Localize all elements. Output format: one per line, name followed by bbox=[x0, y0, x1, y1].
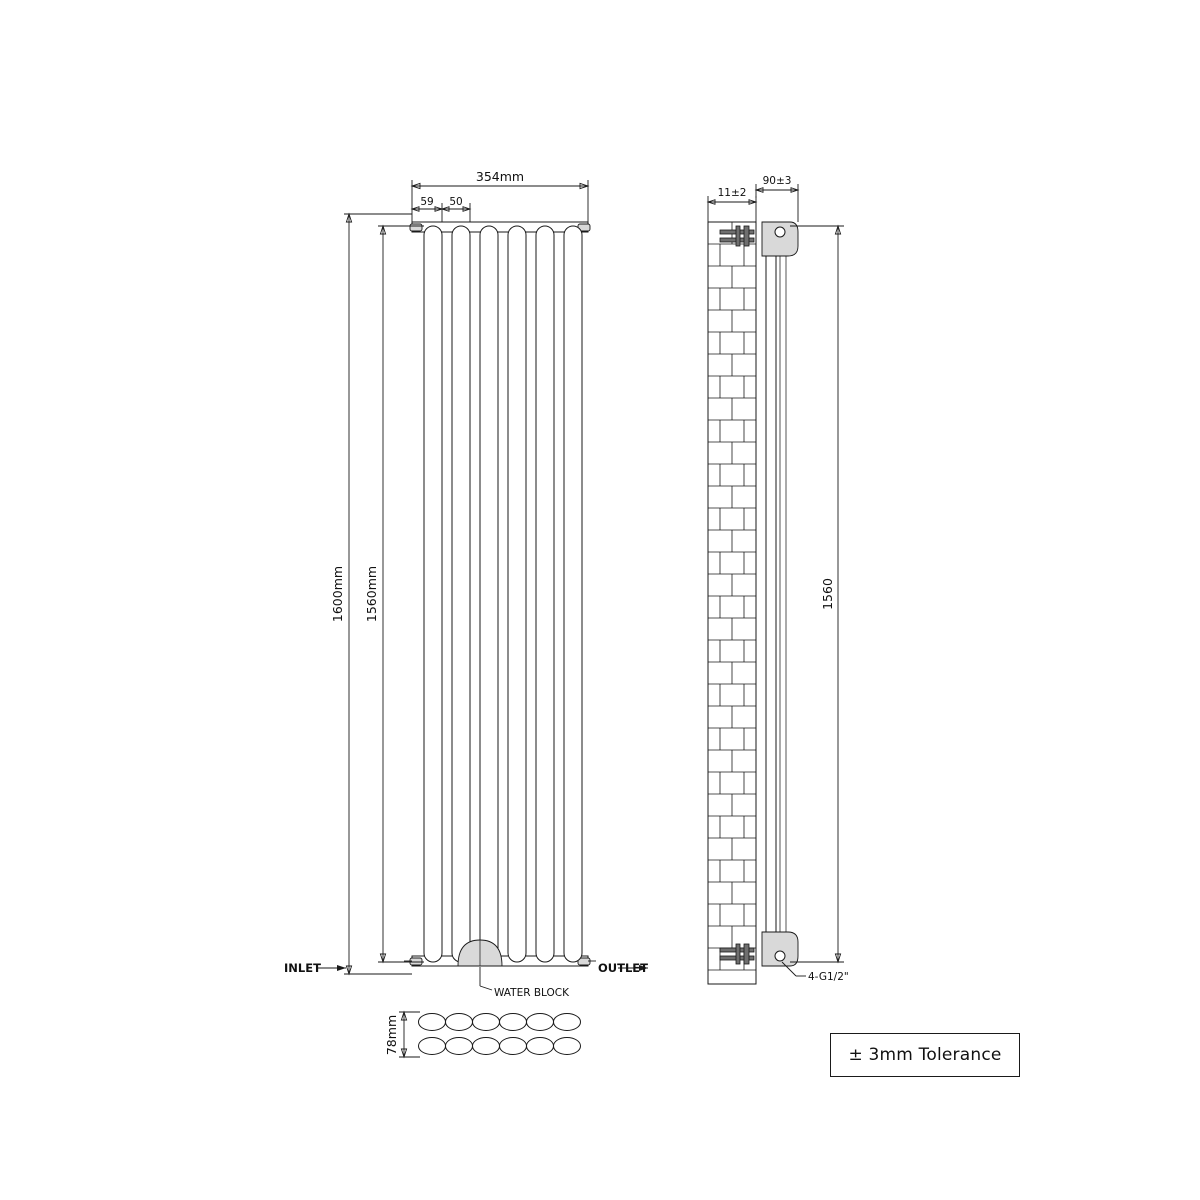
front-panel-gap-label: 50 bbox=[449, 196, 463, 208]
tolerance-note-text: ± 3mm Tolerance bbox=[848, 1045, 1002, 1065]
side-height-label: 1560 bbox=[820, 578, 835, 610]
tube-row-bottom bbox=[419, 1038, 581, 1055]
inlet-label: INLET bbox=[284, 961, 321, 975]
side-wall-gap-label: 11±2 bbox=[717, 187, 747, 199]
side-projection-label: 90±3 bbox=[762, 175, 792, 187]
side-valve-top bbox=[720, 226, 754, 246]
tube-row-top bbox=[419, 1014, 581, 1031]
side-wall-gap-dimension bbox=[708, 196, 756, 222]
front-inner-height-dimension bbox=[378, 226, 424, 962]
wall-brickwork bbox=[708, 222, 756, 984]
water-block-leader bbox=[480, 967, 492, 990]
side-projection-dimension bbox=[756, 184, 798, 222]
side-radiator-profile bbox=[762, 222, 798, 966]
front-panel-columns bbox=[424, 226, 582, 962]
section-view-group bbox=[399, 1012, 581, 1057]
front-width-dimension-label: 354mm bbox=[475, 169, 525, 184]
front-panel-width-label: 59 bbox=[420, 196, 434, 208]
front-width-dimension bbox=[412, 180, 588, 222]
outlet-label: OUTLET bbox=[598, 961, 648, 975]
section-depth-label: 78mm bbox=[384, 1014, 399, 1056]
connection-size-label: 4-G1/2" bbox=[808, 971, 849, 983]
front-inner-height-label: 1560mm bbox=[364, 565, 379, 623]
tolerance-note-box bbox=[830, 1033, 1020, 1077]
side-height-dimension bbox=[790, 226, 844, 962]
inlet-arrow bbox=[318, 965, 346, 971]
section-depth-dimension bbox=[399, 1012, 420, 1057]
front-overall-height-label: 1600mm bbox=[330, 565, 345, 623]
water-block-label: WATER BLOCK bbox=[494, 987, 570, 999]
side-valve-bottom bbox=[720, 944, 754, 964]
